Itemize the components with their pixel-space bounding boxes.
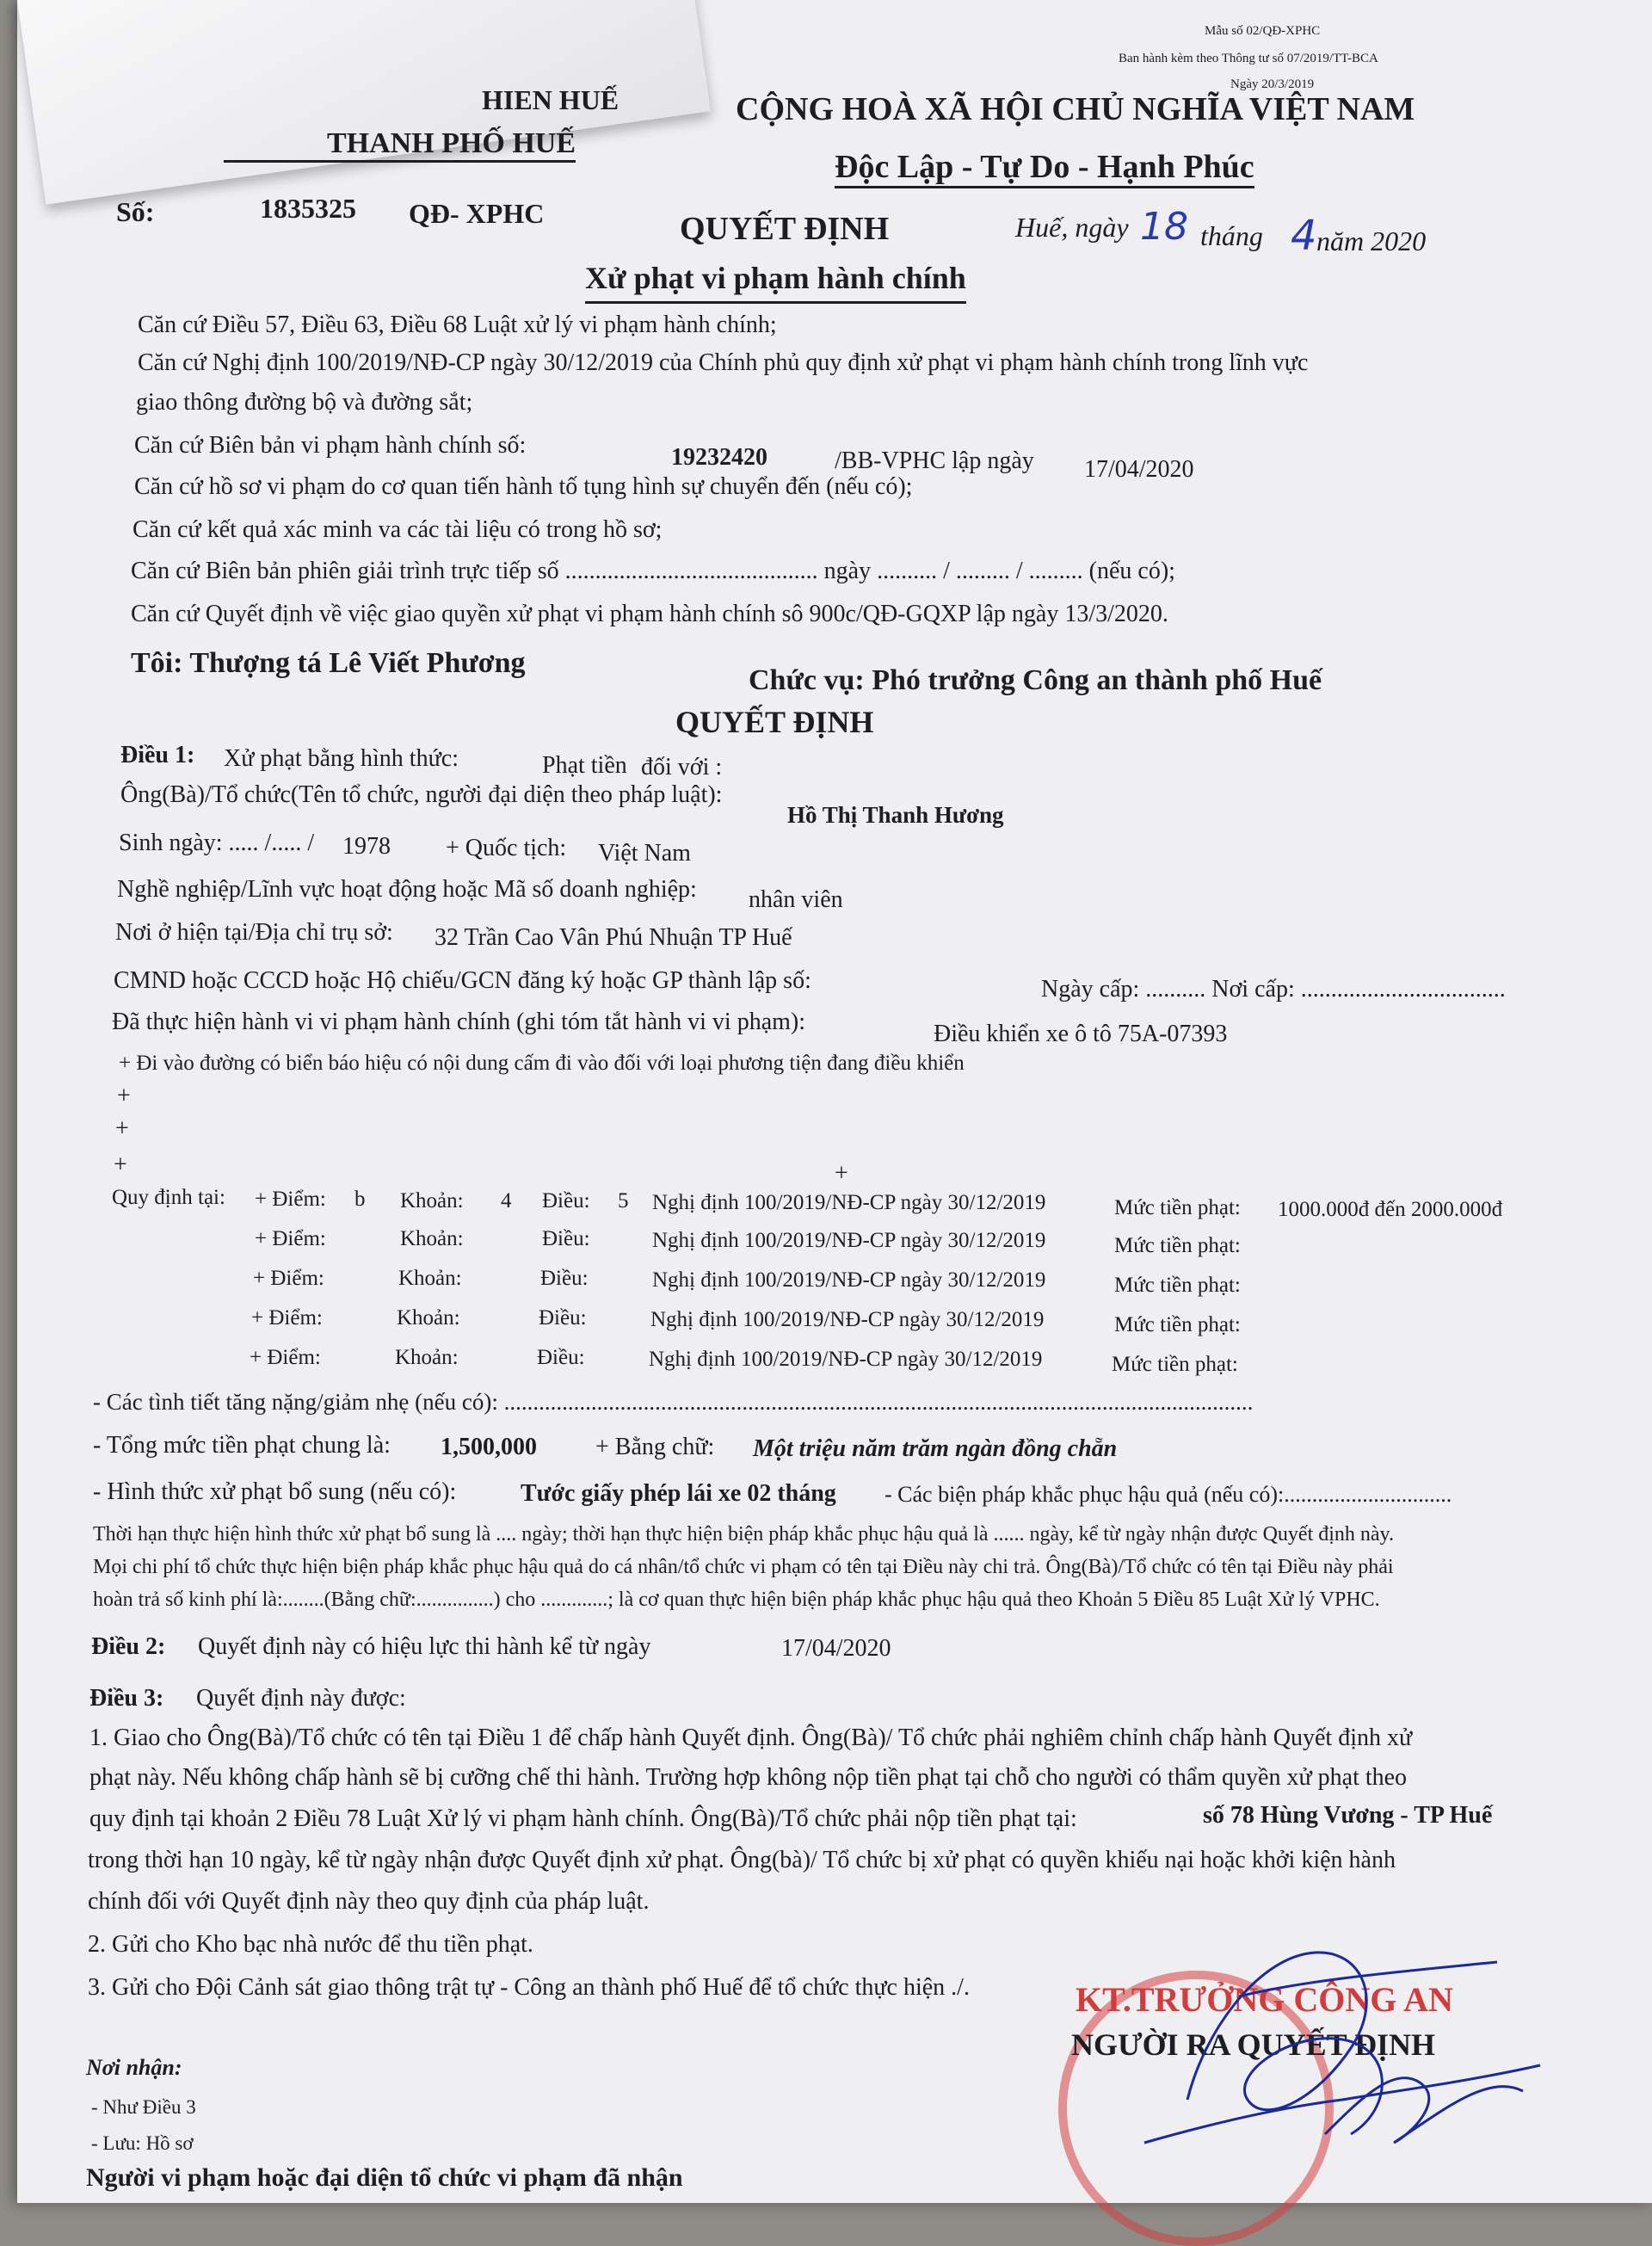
reg-4-diem-label: + Điểm:: [251, 1306, 323, 1330]
person-label: Ông(Bà)/Tổ chức(Tên tổ chức, người đại diện theo pháp luật):: [120, 781, 723, 808]
address-label: Nơi ở hiện tại/Địa chỉ trụ sở:: [115, 919, 393, 946]
article-2-date: 17/04/2020: [781, 1635, 891, 1662]
id-label: CMND hoặc CCCD hoặc Hộ chiếu/GCN đăng ký hoặc GP thành lập số:: [114, 967, 811, 994]
person-value: Hồ Thị Thanh Hương: [787, 802, 1004, 828]
reg-5-khoan-label: Khoản:: [395, 1346, 459, 1369]
reg-1-decree: Nghị định 100/2019/NĐ-CP ngày 30/12/2019: [652, 1191, 1046, 1214]
basis-line-1: Căn cứ Điều 57, Điều 63, Điều 68 Luật xử lý vi phạm hành chính;: [138, 312, 777, 338]
violation-item-3: +: [115, 1115, 129, 1142]
violation-value: Điều khiển xe ô tô 75A-07393: [934, 1021, 1228, 1047]
official-position: Chức vụ: Phó trưởng Công an thành phố Huế: [749, 664, 1322, 696]
regulation-label: Quy định tại:: [112, 1186, 225, 1209]
reg-3-diem-label: + Điểm:: [253, 1267, 324, 1290]
reg-3-khoan-label: Khoản:: [398, 1267, 462, 1290]
reg-4-dieu-label: Điều:: [539, 1306, 587, 1330]
violation-item-extra: +: [835, 1160, 848, 1187]
reg-1-diem: b: [354, 1188, 366, 1211]
note-line-3: hoàn trả số kinh phí là:........(Bằng chữ:...............) cho .............; là cơ quan thực hiện biện pháp khắc phục hậu quả theo Khoản 5 Điều 85 Luật Xử lý VPHC.: [93, 1589, 1380, 1611]
issue-label: Ngày cấp: .......... Nơi cấp: ..................................: [1041, 976, 1506, 1003]
reg-5-fine-label: Mức tiền phạt:: [1112, 1353, 1238, 1376]
reg-3-dieu-label: Điều:: [540, 1267, 589, 1290]
words-label: + Bằng chữ:: [595, 1434, 715, 1460]
job-label: Nghề nghiệp/Lĩnh vực hoạt động hoặc Mã số doanh nghiệp:: [117, 876, 697, 903]
basis-line-8: Căn cứ Quyết định về việc giao quyền xử phạt vi phạm hành chính sô 900c/QĐ-GQXP lập ngày 13/3/2020.: [131, 601, 1168, 627]
decide-heading: QUYẾT ĐỊNH: [675, 705, 874, 739]
recipient-2: - Lưu: Hồ sơ: [91, 2132, 194, 2154]
reg-4-khoan-label: Khoản:: [397, 1306, 460, 1330]
title-sub: Xử phạt vi phạm hành chính: [585, 260, 966, 304]
dob-label: Sinh ngày: ..... /..... /: [119, 830, 315, 856]
motto: Độc Lập - Tự Do - Hạnh Phúc: [835, 148, 1254, 188]
violation-item-2: +: [117, 1083, 131, 1109]
form-date: Ngày 20/3/2019: [1230, 77, 1315, 91]
record-suffix: /BB-VPHC lập ngày: [835, 447, 1034, 474]
stamp-line-1: KT.TRƯỞNG CÔNG AN: [1076, 1980, 1453, 2019]
violation-item-4: +: [114, 1151, 127, 1178]
reg-5-decree: Nghị định 100/2019/NĐ-CP ngày 30/12/2019: [649, 1348, 1043, 1371]
recipient-1: - Như Điều 3: [91, 2096, 196, 2118]
article-2-label: Điều 2:: [91, 1633, 166, 1660]
reg-5-diem-label: + Điểm:: [250, 1346, 321, 1369]
words-value: Một triệu năm trăm ngàn đồng chẵn: [753, 1435, 1118, 1462]
nationality-label: + Quốc tịch:: [446, 835, 567, 861]
reg-2-decree: Nghị định 100/2019/NĐ-CP ngày 30/12/2019: [652, 1229, 1046, 1252]
org-line-2: THANH PHỐ HUẾ: [224, 127, 576, 163]
form-number: Mẫu số 02/QĐ-XPHC: [1205, 24, 1321, 38]
violation-item-1: + Đi vào đường có biển báo hiệu có nội dung cấm đi vào đối với loại phương tiện đang điều khiển: [119, 1052, 965, 1075]
note-line-2: Mọi chi phí tổ chức thực hiện biện pháp khắc phục hậu quả do cá nhân/tổ chức vi phạm có tên tại Điều này chi trả. Ông(Bà)/Tổ chức có tên tại Điều này phải: [93, 1556, 1394, 1578]
basis-line-3: giao thông đường bộ và đường sắt;: [136, 389, 473, 416]
additional-label: - Hình thức xử phạt bổ sung (nếu có):: [93, 1478, 457, 1505]
basis-line-2: Căn cứ Nghị định 100/2019/NĐ-CP ngày 30/12/2019 của Chính phủ quy định xử phạt vi phạm hành chính trong lĩnh vực: [138, 349, 1309, 376]
circumstances-line: - Các tình tiết tăng nặng/giảm nhẹ (nếu có): .................................................................................................................................: [93, 1389, 1254, 1415]
title-main: QUYẾT ĐỊNH: [680, 211, 890, 247]
reg-3-fine-label: Mức tiền phạt:: [1114, 1274, 1241, 1297]
article-3-line-3: quy định tại khoản 2 Điều 78 Luật Xử lý vi phạm hành chính. Ông(Bà)/Tổ chức phải nộp tiền phạt tại:: [89, 1805, 1077, 1832]
reg-1-khoan: 4: [501, 1189, 512, 1212]
article-3-line-4: trong thời hạn 10 ngày, kể từ ngày nhận được Quyết định xử phạt. Ông(bà)/ Tổ chức bị xử phạt có quyền khiếu nại hoặc khởi kiện hành: [88, 1847, 1396, 1873]
remedy-label: - Các biện pháp khắc phục hậu quả (nếu có):..............................: [885, 1482, 1452, 1507]
official-name: Tôi: Thượng tá Lê Viết Phương: [131, 647, 526, 679]
month-label: tháng: [1200, 220, 1263, 251]
reg-2-dieu-label: Điều:: [542, 1227, 590, 1250]
country-name: CỘNG HOÀ XÃ HỘI CHỦ NGHĨA VIỆT NAM: [736, 91, 1415, 127]
reg-1-fine: 1000.000đ đến 2000.000đ: [1278, 1198, 1503, 1221]
recipients-label: Nơi nhận:: [86, 2055, 182, 2080]
additional-value: Tước giấy phép lái xe 02 tháng: [521, 1480, 836, 1507]
total-label: - Tổng mức tiền phạt chung là:: [93, 1432, 391, 1459]
reg-1-fine-label: Mức tiền phạt:: [1114, 1196, 1241, 1219]
year-label: năm 2020: [1316, 225, 1427, 256]
basis-line-5: Căn cứ hồ sơ vi phạm do cơ quan tiến hành tố tụng hình sự chuyển đến (nếu có);: [134, 473, 913, 500]
place-date-label: Huế, ngày: [1015, 212, 1129, 243]
reg-4-fine-label: Mức tiền phạt:: [1114, 1313, 1241, 1336]
job-value: nhân viên: [749, 886, 843, 913]
decision-paper: [17, 0, 1652, 2203]
article-3-line-7: 3. Gửi cho Đội Cảnh sát giao thông trật tự - Công an thành phố Huế để tổ chức thực hiện ./.: [88, 1974, 970, 2001]
basis-line-7: Căn cứ Biên bản phiên giải trình trực tiếp số .......................................... ngày .......... / ......... / ......... (nếu có);: [131, 558, 1175, 584]
dob-year: 1978: [342, 833, 391, 860]
total-value: 1,500,000: [441, 1434, 537, 1460]
handwritten-signature: [1136, 1928, 1600, 2186]
penalty-form-label: Xử phạt bằng hình thức:: [224, 745, 459, 772]
reg-2-fine-label: Mức tiền phạt:: [1114, 1234, 1241, 1257]
record-date: 17/04/2020: [1084, 456, 1194, 483]
article-3-line-6: 2. Gửi cho Kho bạc nhà nước để thu tiền phạt.: [88, 1931, 533, 1958]
reg-2-diem-label: + Điểm:: [255, 1227, 326, 1250]
reg-1-dieu: 5: [618, 1189, 629, 1212]
article-3-line-1: 1. Giao cho Ông(Bà)/Tổ chức có tên tại Điều 1 để chấp hành Quyết định. Ông(Bà)/ Tổ chức phải nghiêm chỉnh chấp hành Quyết định xử: [89, 1725, 1413, 1751]
article-1-label: Điều 1:: [120, 742, 195, 768]
so-label: Số:: [116, 196, 155, 227]
article-3-text: Quyết định này được:: [196, 1685, 406, 1712]
handwritten-day: 18: [1140, 205, 1188, 249]
toward-label: đối với :: [641, 754, 723, 781]
reg-5-dieu-label: Điều:: [537, 1346, 585, 1369]
so-number: 1835325: [260, 193, 356, 224]
so-code: QĐ- XPHC: [409, 198, 545, 229]
article-2-text: Quyết định này có hiệu lực thi hành kể từ ngày: [198, 1633, 651, 1660]
reg-1-diem-label: + Điểm:: [255, 1188, 326, 1211]
article-3-line-2: phạt này. Nếu không chấp hành sẽ bị cưỡng chế thi hành. Trường hợp không nộp tiền phạt tại chỗ cho người có thẩm quyền xử phạt theo: [89, 1764, 1408, 1791]
reg-2-khoan-label: Khoản:: [400, 1227, 464, 1250]
article-3-label: Điều 3:: [89, 1685, 164, 1712]
violator-received-line: Người vi phạm hoặc đại diện tổ chức vi phạm đã nhận: [86, 2163, 683, 2192]
form-reference: Ban hành kèm theo Thông tư số 07/2019/TT-BCA: [1119, 52, 1378, 65]
reg-3-decree: Nghị định 100/2019/NĐ-CP ngày 30/12/2019: [652, 1268, 1046, 1292]
signer-title: NGƯỜI RA QUYẾT ĐỊNH: [1071, 2027, 1436, 2062]
reg-1-dieu-label: Điều:: [542, 1189, 590, 1212]
pay-place: số 78 Hùng Vương - TP Huế: [1203, 1802, 1493, 1829]
address-value: 32 Trần Cao Vân Phú Nhuận TP Huế: [435, 924, 792, 951]
org-line-1: HIEN HUẾ: [482, 84, 620, 115]
reg-1-khoan-label: Khoản:: [400, 1189, 464, 1212]
violation-label: Đã thực hiện hành vi vi phạm hành chính (ghi tóm tắt hành vi vi phạm):: [112, 1009, 806, 1035]
basis-line-4: Căn cứ Biên bản vi phạm hành chính số:: [134, 432, 527, 459]
penalty-form-value: Phạt tiền: [542, 752, 627, 779]
reg-4-decree: Nghị định 100/2019/NĐ-CP ngày 30/12/2019: [650, 1308, 1045, 1331]
note-line-1: Thời hạn thực hiện hình thức xử phạt bổ sung là .... ngày; thời hạn thực hiện biện pháp khắc phục hậu quả là ...... ngày, kể từ ngày nhận được Quyết định này.: [93, 1523, 1394, 1546]
handwritten-month: 4: [1291, 212, 1317, 260]
record-number: 19232420: [671, 444, 767, 471]
article-3-line-5: chính đối với Quyết định này theo quy định của pháp luật.: [88, 1888, 650, 1915]
nationality-value: Việt Nam: [598, 840, 691, 867]
basis-line-6: Căn cứ kết quả xác minh va các tài liệu có trong hồ sơ;: [133, 516, 663, 543]
